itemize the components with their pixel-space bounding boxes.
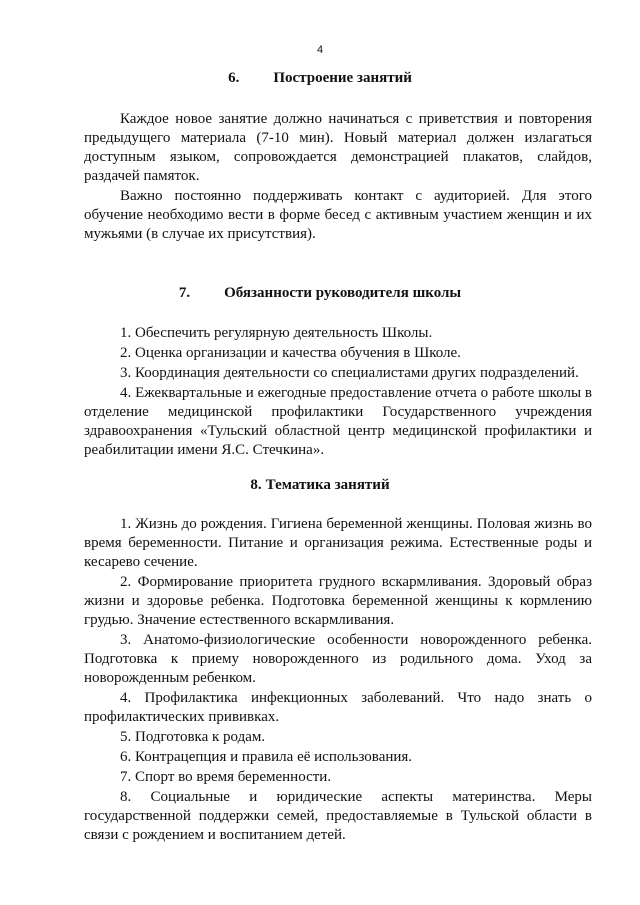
paragraph: Каждое новое занятие должно начинаться с приветствия и повторения предыдущего материала (7-10 мин). Новый материал должен излагаться доступным языком, сопровождается демонстрацией плакатов, слайдов, раздачей памяток.: [84, 111, 592, 184]
list-item: 1. Обеспечить регулярную деятельность Школы.: [120, 325, 433, 341]
section-6-title: Построение занятий: [273, 70, 412, 86]
list-item: 8. Социальные и юридические аспекты материнства. Меры государственной поддержки семей, предоставляемые в Тульской области в связи с рождением и воспитанием детей.: [84, 789, 592, 843]
list-item: 4. Профилактика инфекционных заболеваний. Что надо знать о профилактических прививках.: [84, 690, 592, 725]
section-8-list: [84, 515, 592, 845]
section-7-title: Обязанности руководителя школы: [224, 285, 462, 301]
section-7-number: 7.: [178, 285, 191, 301]
section-7-list: [84, 324, 592, 460]
section-8-heading: [0, 477, 640, 494]
list-item: 6. Контрацепция и правила её использования.: [120, 749, 413, 765]
list-item: 4. Ежеквартальные и ежегодные предоставление отчета о работе школы в отделение медицинской профилактики Государственного учреждения здравоохранения «Тульский областной центр медицинской профилактики и реабилитации имени Я.С. Стечкина».: [84, 385, 592, 458]
list-item: 1. Жизнь до рождения. Гигиена беременной женщины. Половая жизнь во время беременности. Питание и организация режима. Естественные роды и кесарево сечение.: [84, 516, 592, 570]
section-7-heading: [0, 285, 640, 302]
list-item: 2. Оценка организации и качества обучения в Школе.: [120, 345, 461, 361]
page-number: 4: [316, 44, 324, 56]
section-6-body: [84, 110, 592, 244]
section-6-number: 6.: [228, 70, 240, 86]
list-item: 7. Спорт во время беременности.: [120, 769, 332, 785]
list-item: 2. Формирование приоритета грудного вскармливания. Здоровый образ жизни и здоровье ребенка. Подготовка беременной женщины к кормлению грудью. Значение естественного вскармливания.: [84, 574, 592, 628]
list-item: 3. Координация деятельности со специалистами других подразделений.: [120, 365, 579, 381]
list-item: 5. Подготовка к родам.: [120, 729, 266, 745]
list-item: 3. Анатомо-физиологические особенности новорожденного ребенка. Подготовка к приему новорожденного из родильного дома. Уход за новорожденным ребенком.: [84, 632, 592, 686]
section-8-title: Тематика занятий: [265, 477, 390, 493]
paragraph: Важно постоянно поддерживать контакт с аудиторией. Для этого обучение необходимо вести в форме бесед с активным участием женщин и их мужьями (в случае их присутствия).: [84, 188, 592, 242]
section-6-heading: [0, 70, 640, 87]
section-8-number: 8.: [250, 477, 262, 493]
